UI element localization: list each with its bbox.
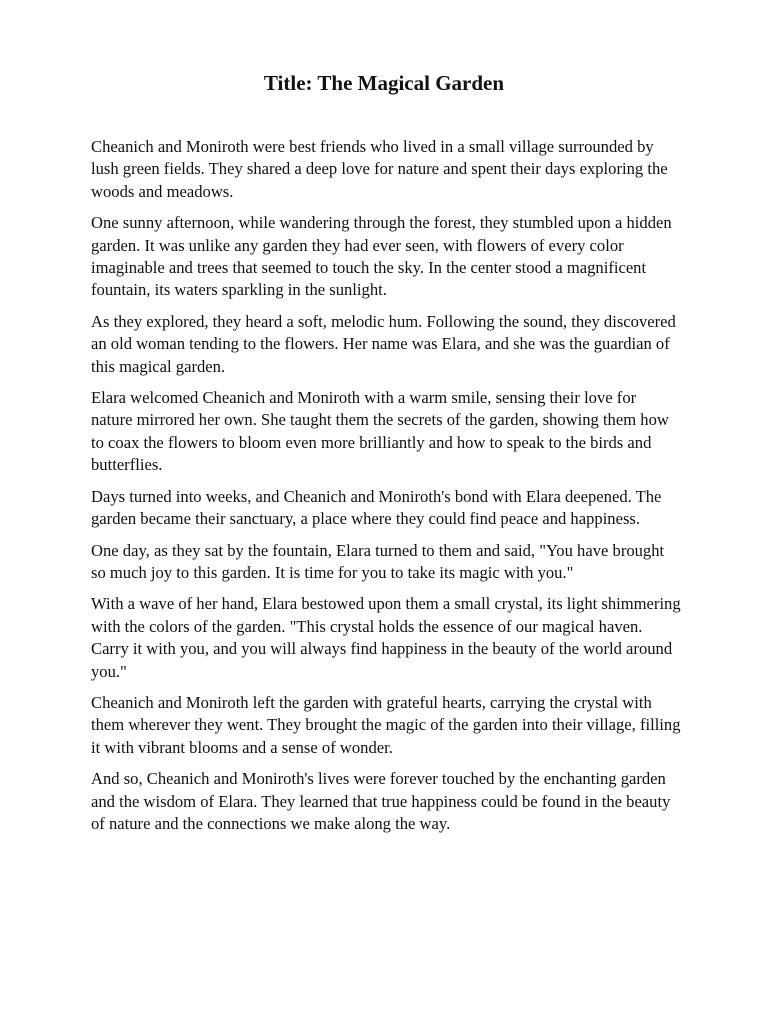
paragraph-7: With a wave of her hand, Elara bestowed upon them a small crystal, its light shimmering with the colors of the garden. "This crystal holds the essence of our magical haven. Carry it with you, and you will always find happiness in the beauty of the world around you."	[91, 594, 681, 681]
paragraph-9: And so, Cheanich and Moniroth's lives were forever touched by the enchanting garden and the wisdom of Elara. They learned that true happiness could be found in the beauty of nature and the connections we make along the way.	[91, 769, 671, 833]
paragraph-8: Cheanich and Moniroth left the garden with grateful hearts, carrying the crystal with them wherever they went. They brought the magic of the garden into their village, filling it with vibrant blooms and a sense of wonder.	[91, 692, 681, 757]
paragraph-2: One sunny afternoon, while wandering through the forest, they stumbled upon a hidden garden. It was unlike any garden they had ever seen, with flowers of every color imaginable and trees that seemed to touch the sky. In the center stood a magnificent fountain, its waters sparkling in the sunlight.	[91, 213, 672, 300]
paragraph-1: Cheanich and Moniroth were best friends who lived in a small village surrounded by lush green fields. They shared a deep love for nature and spent their days exploring the woods and meadows.	[91, 137, 668, 201]
paragraph-4: Elara welcomed Cheanich and Moniroth with a warm smile, sensing their love for nature mirrored her own. She taught them the secrets of the garden, showing them how to coax the flowers to bloom even more brilliantly and how to speak to the birds and butterflies.	[91, 388, 669, 475]
paragraph-5: Days turned into weeks, and Cheanich and Moniroth's bond with Elara deepened. The garden became their sanctuary, a place where they could find peace and happiness.	[91, 486, 662, 529]
document-title: Title: The Magical Garden	[263, 71, 505, 95]
document-body	[91, 136, 681, 844]
paragraph-6: One day, as they sat by the fountain, Elara turned to them and said, "You have brought so much joy to this garden. It is time for you to take its magic with you."	[91, 540, 665, 582]
paragraph-3: As they explored, they heard a soft, melodic hum. Following the sound, they discovered an old woman tending to the flowers. Her name was Elara, and she was the guardian of this magical garden.	[91, 311, 676, 376]
